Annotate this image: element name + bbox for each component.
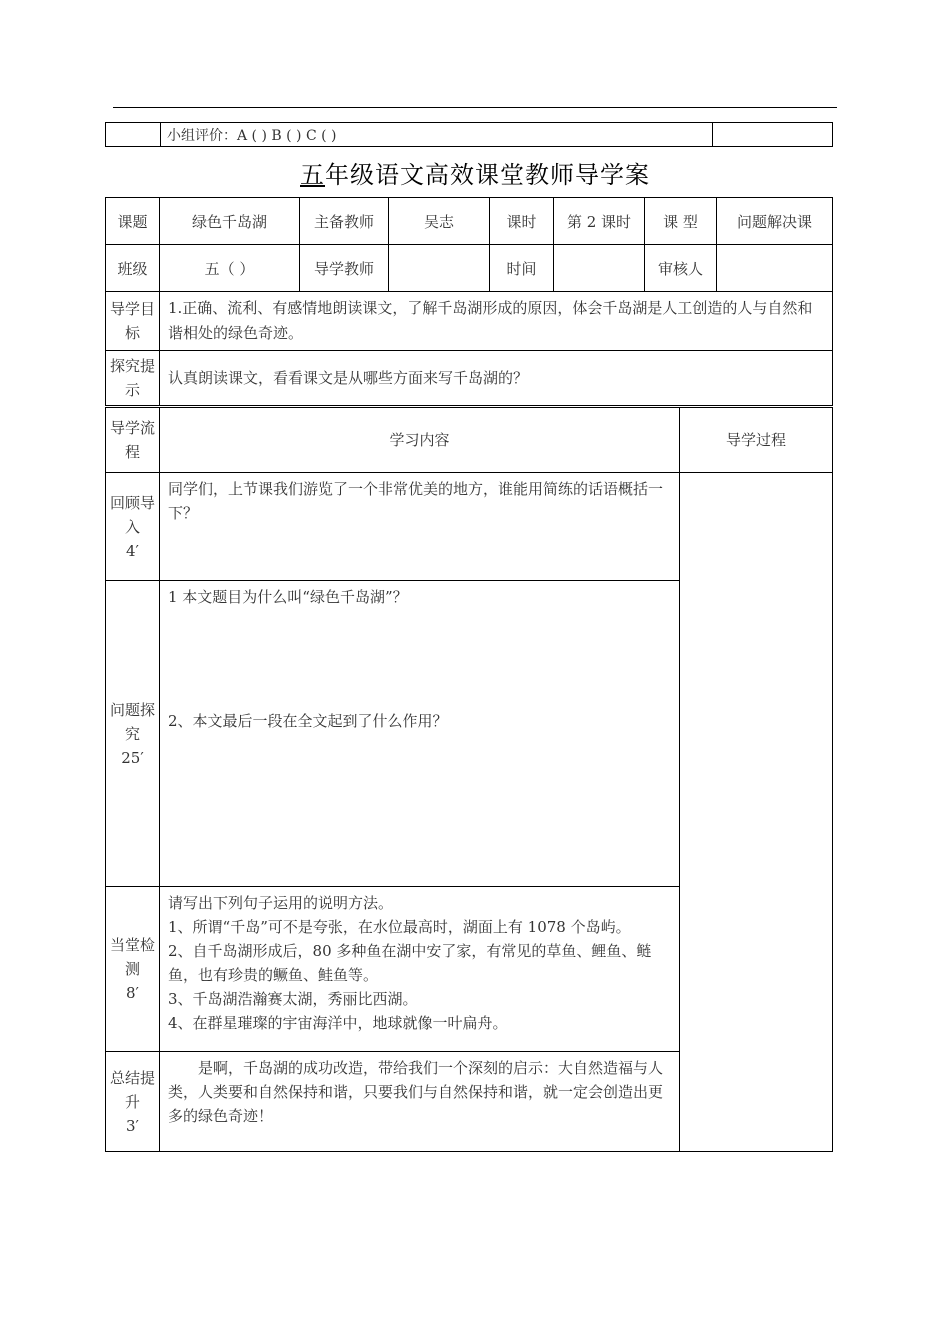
value-topic: 绿色千岛湖 <box>160 198 300 245</box>
value-lesson-type: 问题解决课 <box>717 198 833 245</box>
process-column <box>680 473 833 1152</box>
value-period: 第 2 课时 <box>554 198 645 245</box>
test-time: 8′ <box>126 984 139 1002</box>
eval-blank-right <box>713 123 833 147</box>
hint-row <box>106 351 833 406</box>
info-row-1 <box>106 198 833 245</box>
summary-time: 3′ <box>126 1116 139 1135</box>
value-lead-teacher: 吴志 <box>389 198 490 245</box>
inquiry-time: 25′ <box>121 748 144 767</box>
inquiry-label <box>106 581 160 887</box>
summary-text: 是啊，千岛湖的成功改造，带给我们一个深刻的启示：大自然造福与人类，人类要和自然保持和谐，只要我们与自然保持和谐，就一定会创造出更多的绿色奇迹！ <box>160 1052 680 1152</box>
label-period: 课时 <box>490 198 554 245</box>
test-item-3: 3、千岛湖浩瀚赛太湖，秀丽比西湖。 <box>168 990 418 1008</box>
group-evaluation-table <box>105 122 833 147</box>
label-class: 班级 <box>106 245 160 292</box>
title-rest: 年级语文高效课堂教师导学案 <box>325 161 650 189</box>
goal-row <box>106 292 833 351</box>
inquiry-question-2: 2、本文最后一段在全文起到了什么作用？ <box>168 712 448 730</box>
review-row <box>106 473 833 581</box>
label-topic: 课题 <box>106 198 160 245</box>
value-reviewer <box>717 245 833 292</box>
test-label <box>106 887 160 1052</box>
test-instruction: 请写出下列句子运用的说明方法。 <box>168 894 394 912</box>
goal-text: 1.正确、流利、有感情地朗读课文，了解千岛湖形成的原因，体会千岛湖是人工创造的人与自然和谐相处的绿色奇迹。 <box>160 292 833 351</box>
value-guide-teacher <box>389 245 490 292</box>
summary-label <box>106 1052 160 1152</box>
eval-blank-left <box>106 123 161 147</box>
test-item-1: 1、所谓“千岛”可不是夸张，在水位最高时，湖面上有 1078 个岛屿。 <box>168 918 631 936</box>
flow-label: 导学流程 <box>106 408 160 473</box>
group-evaluation-text: 小组评价：A ( ) B ( ) C ( ) <box>161 123 713 147</box>
label-reviewer: 审核人 <box>645 245 717 292</box>
review-label <box>106 473 160 581</box>
inquiry-content <box>160 581 680 887</box>
label-lead-teacher: 主备教师 <box>300 198 389 245</box>
value-time <box>554 245 645 292</box>
label-lesson-type: 课 型 <box>645 198 717 245</box>
title-grade: 五 <box>300 161 325 189</box>
inquiry-label-text: 问题探究 <box>109 700 155 743</box>
lesson-info-table <box>105 197 833 406</box>
label-time: 时间 <box>490 245 554 292</box>
review-text: 同学们，上节课我们游览了一个非常优美的地方，谁能用简练的话语概括一下？ <box>160 473 680 581</box>
test-content <box>160 887 680 1052</box>
header-rule <box>113 107 837 108</box>
process-header: 导学过程 <box>680 408 833 473</box>
hint-text: 认真朗读课文，看看课文是从哪些方面来写千岛湖的？ <box>160 351 833 406</box>
test-label-text: 当堂检测 <box>109 936 155 978</box>
info-row-2 <box>106 245 833 292</box>
page-title <box>0 155 950 190</box>
inquiry-question-1: 1 本文题目为什么叫“绿色千岛湖”？ <box>168 588 408 606</box>
test-item-4: 4、在群星璀璨的宇宙海洋中，地球就像一叶扁舟。 <box>168 1014 508 1032</box>
value-class: 五（ ） <box>160 245 300 292</box>
flow-header-row <box>106 408 833 473</box>
hint-label: 探究提示 <box>106 351 160 406</box>
review-label-text: 回顾导入 <box>109 493 155 536</box>
test-item-2: 2、自千岛湖形成后，80 多种鱼在湖中安了家，有常见的草鱼、鲤鱼、鲢鱼，也有珍贵的鳜鱼、鲑鱼等。 <box>168 942 652 984</box>
label-guide-teacher: 导学教师 <box>300 245 389 292</box>
review-time: 4′ <box>126 541 139 560</box>
answer-space-1 <box>168 609 671 709</box>
summary-label-text: 总结提升 <box>109 1068 155 1111</box>
goal-label: 导学目标 <box>106 292 160 351</box>
learning-flow-table <box>105 407 833 1152</box>
content-header: 学习内容 <box>160 408 680 473</box>
